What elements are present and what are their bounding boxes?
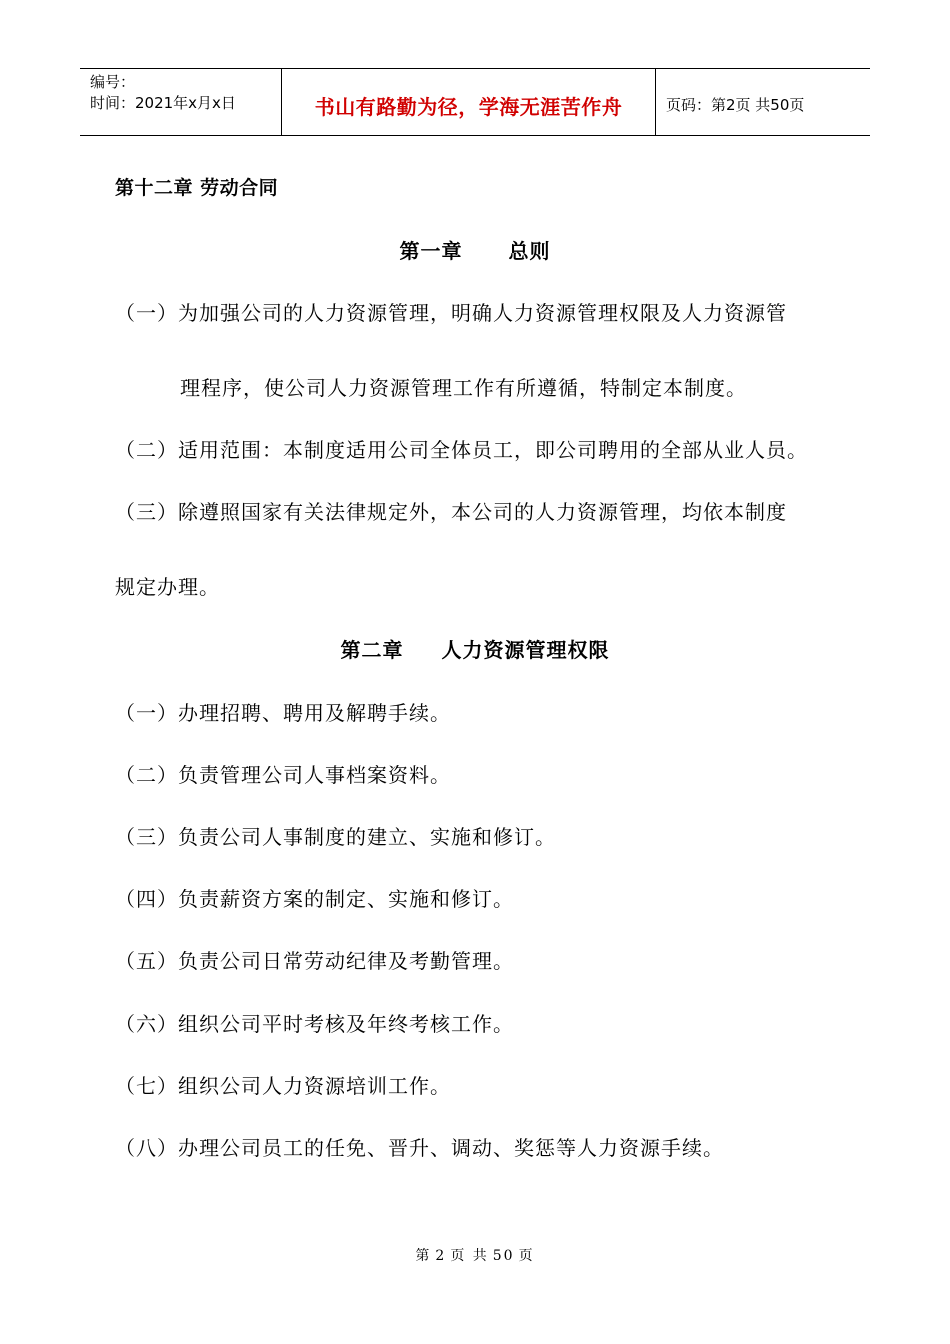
chapter1-number: 第一章 (399, 239, 463, 263)
header-page-cell (656, 69, 870, 135)
paragraph: （一）为加强公司的人力资源管理，明确人力资源管理权限及人力资源管 (115, 301, 787, 325)
paragraph: 规定办理。 (115, 575, 220, 599)
footer-total-pages: 50 (492, 1248, 515, 1264)
footer-mid: 页 共 (450, 1248, 489, 1264)
list-item: （一）办理招聘、聘用及解聘手续。 (115, 701, 451, 725)
footer-page-number: 2 (435, 1248, 447, 1264)
chapter2-number: 第二章 (340, 638, 404, 662)
list-item: （四）负责薪资方案的制定、实施和修订。 (115, 887, 514, 911)
header-motto: 书山有路勤为径，学海无涯苦作舟 (314, 94, 623, 119)
header-meta-cell (80, 69, 282, 135)
paragraph: （三）除遵照国家有关法律规定外，本公司的人力资源管理，均依本制度 (115, 500, 787, 524)
list-item: （二）负责管理公司人事档案资料。 (115, 763, 451, 787)
header-motto-cell (282, 69, 656, 135)
chapter2-heading (0, 634, 950, 663)
page-footer (0, 1245, 950, 1265)
header-page-info: 页码：第2页 共50页 (666, 95, 805, 114)
chapter1-heading (0, 235, 950, 264)
chapter-reference: 第十二章 劳动合同 (115, 177, 279, 199)
list-item: （七）组织公司人力资源培训工作。 (115, 1074, 451, 1098)
chapter1-title: 总则 (508, 239, 551, 263)
paragraph: 理程序，使公司人力资源管理工作有所遵循，特制定本制度。 (180, 376, 747, 400)
footer-prefix: 第 (415, 1248, 432, 1264)
footer-suffix: 页 (518, 1248, 535, 1264)
document-number-label: 编号： (90, 73, 136, 91)
list-item: （六）组织公司平时考核及年终考核工作。 (115, 1012, 514, 1036)
list-item: （五）负责公司日常劳动纪律及考勤管理。 (115, 949, 514, 973)
document-date: 时间：2021年x月x日 (90, 94, 236, 112)
paragraph: （二）适用范围：本制度适用公司全体员工，即公司聘用的全部从业人员。 (115, 438, 808, 462)
list-item: （三）负责公司人事制度的建立、实施和修订。 (115, 825, 556, 849)
chapter2-title: 人力资源管理权限 (441, 638, 610, 662)
list-item: （八）办理公司员工的任免、晋升、调动、奖惩等人力资源手续。 (115, 1136, 724, 1160)
document-header (80, 68, 870, 136)
